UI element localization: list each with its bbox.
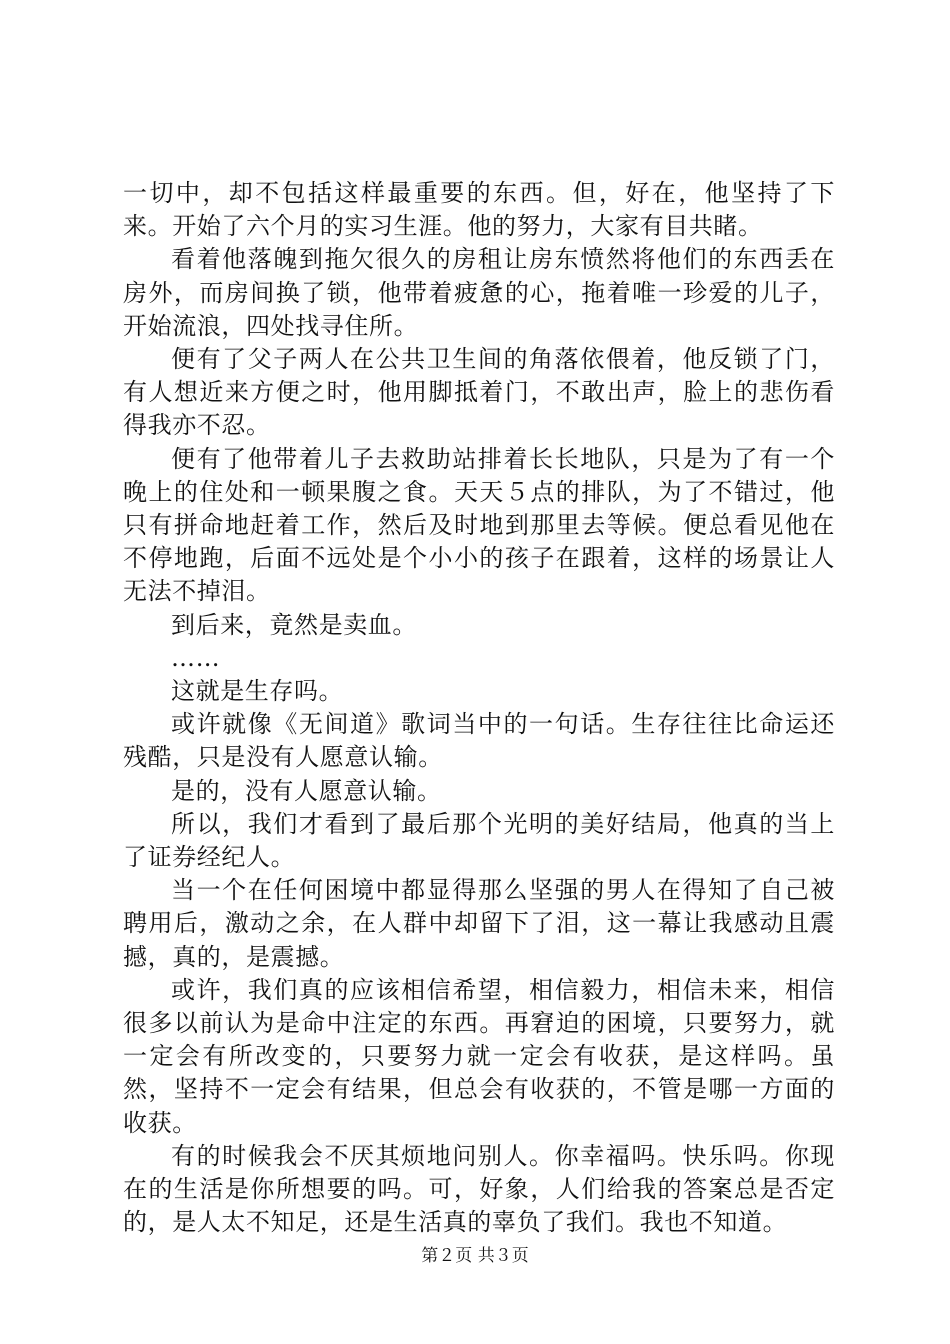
paragraph-10: 所以，我们才看到了最后那个光明的美好结局，他真的当上了证券经纪人。 bbox=[123, 809, 835, 872]
paragraph-9: 是的，没有人愿意认输。 bbox=[171, 776, 442, 805]
paragraph-11: 当一个在任何困境中都显得那么坚强的男人在得知了自己被聘用后，激动之余，在人群中却留下了泪，这一幕让我感动且震撼，真的，是震撼。 bbox=[123, 876, 835, 971]
paragraph-1: 一切中，却不包括这样最重要的东西。但，好在，他坚持了下来。开始了六个月的实习生涯。他的努力，大家有目共睹。 bbox=[123, 179, 835, 241]
paragraph-4: 便有了他带着儿子去救助站排着长长地队，只是为了有一个晚上的住处和一顿果腹之食。天天５点的排队，为了不错过，他只有拼命地赶着工作，然后及时地到那里去等候。便总看见他在不停地跑，后面不远处是个小小的孩子在跟着，这样的场景让人无法不掉泪。 bbox=[123, 444, 835, 606]
paragraph-2: 看着他落魄到拖欠很久的房租让房东愤然将他们的东西丢在房外，而房间换了锁，他带着疲惫的心，拖着唯一珍爱的儿子，开始流浪，四处找寻住所。 bbox=[123, 245, 835, 340]
paragraph-7: 这就是生存吗。 bbox=[171, 677, 344, 706]
paragraph-5: 到后来，竟然是卖血。 bbox=[171, 610, 417, 639]
paragraph-ellipsis: …… bbox=[171, 643, 221, 672]
page-number-footer: 第２页 共３页 bbox=[421, 1246, 529, 1266]
paragraph-8: 或许就像《无间道》歌词当中的一句话。生存往往比命运还残酷，只是没有人愿意认输。 bbox=[123, 710, 835, 772]
document-body bbox=[123, 177, 835, 1240]
paragraph-13: 有的时候我会不厌其烦地问别人。你幸福吗。快乐吗。你现在的生活是你所想要的吗。可，好象，人们给我的答案总是否定的，是人太不知足，还是生活真的辜负了我们。我也不知道。 bbox=[123, 1141, 835, 1237]
paragraph-3: 便有了父子两人在公共卫生间的角落依偎着，他反锁了门，有人想近来方便之时，他用脚抵着门，不敢出声，脸上的悲伤看得我亦不忍。 bbox=[123, 345, 835, 440]
paragraph-12: 或许，我们真的应该相信希望，相信毅力，相信未来，相信很多以前认为是命中注定的东西。再窘迫的困境，只要努力，就一定会有所改变的，只要努力就一定会有收获，是这样吗。虽然，坚持不一定会有结果，但总会有收获的，不管是哪一方面的收获。 bbox=[123, 975, 835, 1137]
